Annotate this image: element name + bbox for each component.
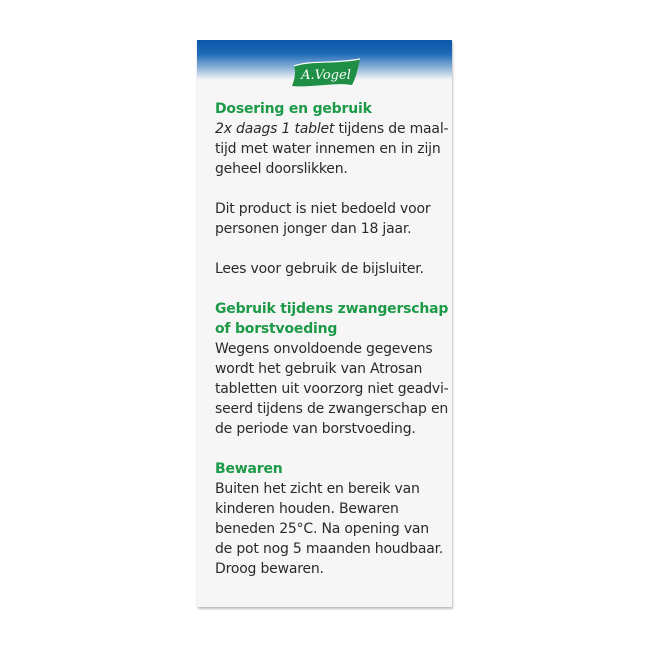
text-line: Dit product is niet bedoeld voor xyxy=(215,201,431,217)
text-line: tijd met water innemen en in zijn xyxy=(215,141,441,157)
logo-text: A.Vogel xyxy=(301,68,351,83)
spacer xyxy=(215,439,450,459)
text-line: personen jonger dan 18 jaar. xyxy=(215,221,412,237)
heading-storage: Bewaren xyxy=(215,461,283,477)
heading-dosering: Dosering en gebruik xyxy=(215,101,372,117)
text-line: geheel doorslikken. xyxy=(215,161,348,177)
spacer xyxy=(215,179,450,199)
dosage-emphasis: 2x daags 1 tablet xyxy=(215,121,335,137)
text-line: wordt het gebruik van Atrosan xyxy=(215,361,423,377)
paragraph-age-warning xyxy=(215,199,450,239)
text-line: Lees voor gebruik de bijsluiter. xyxy=(215,261,424,277)
text-line: Wegens onvoldoende gegevens xyxy=(215,341,433,357)
text-line: Buiten het zicht en bereik van xyxy=(215,481,420,497)
heading-line: of borstvoeding xyxy=(215,321,338,337)
paragraph-dosage xyxy=(215,119,450,179)
heading-line: Gebruik tijdens zwangerschap xyxy=(215,301,449,317)
paragraph-leaflet xyxy=(215,259,450,279)
paragraph-pregnancy xyxy=(215,339,450,439)
text-line: kinderen houden. Bewaren xyxy=(215,501,399,517)
product-label-panel xyxy=(197,40,452,607)
text-line: beneden 25°C. Na opening van xyxy=(215,521,429,537)
label-content xyxy=(215,99,450,579)
text-line: tabletten uit voorzorg niet geadvi- xyxy=(215,381,449,397)
text-line: seerd tijdens de zwangerschap en xyxy=(215,401,449,417)
text-line: Droog bewaren. xyxy=(215,561,324,577)
text-line xyxy=(215,119,450,139)
text-line: de pot nog 5 maanden houdbaar. xyxy=(215,541,444,557)
spacer xyxy=(215,279,450,299)
avogel-logo-icon xyxy=(290,58,362,88)
text-line: de periode van borstvoeding. xyxy=(215,421,416,437)
heading-pregnancy xyxy=(215,299,450,339)
paragraph-storage xyxy=(215,479,450,579)
text-fragment: tijdens de maal- xyxy=(334,121,449,137)
spacer xyxy=(215,239,450,259)
